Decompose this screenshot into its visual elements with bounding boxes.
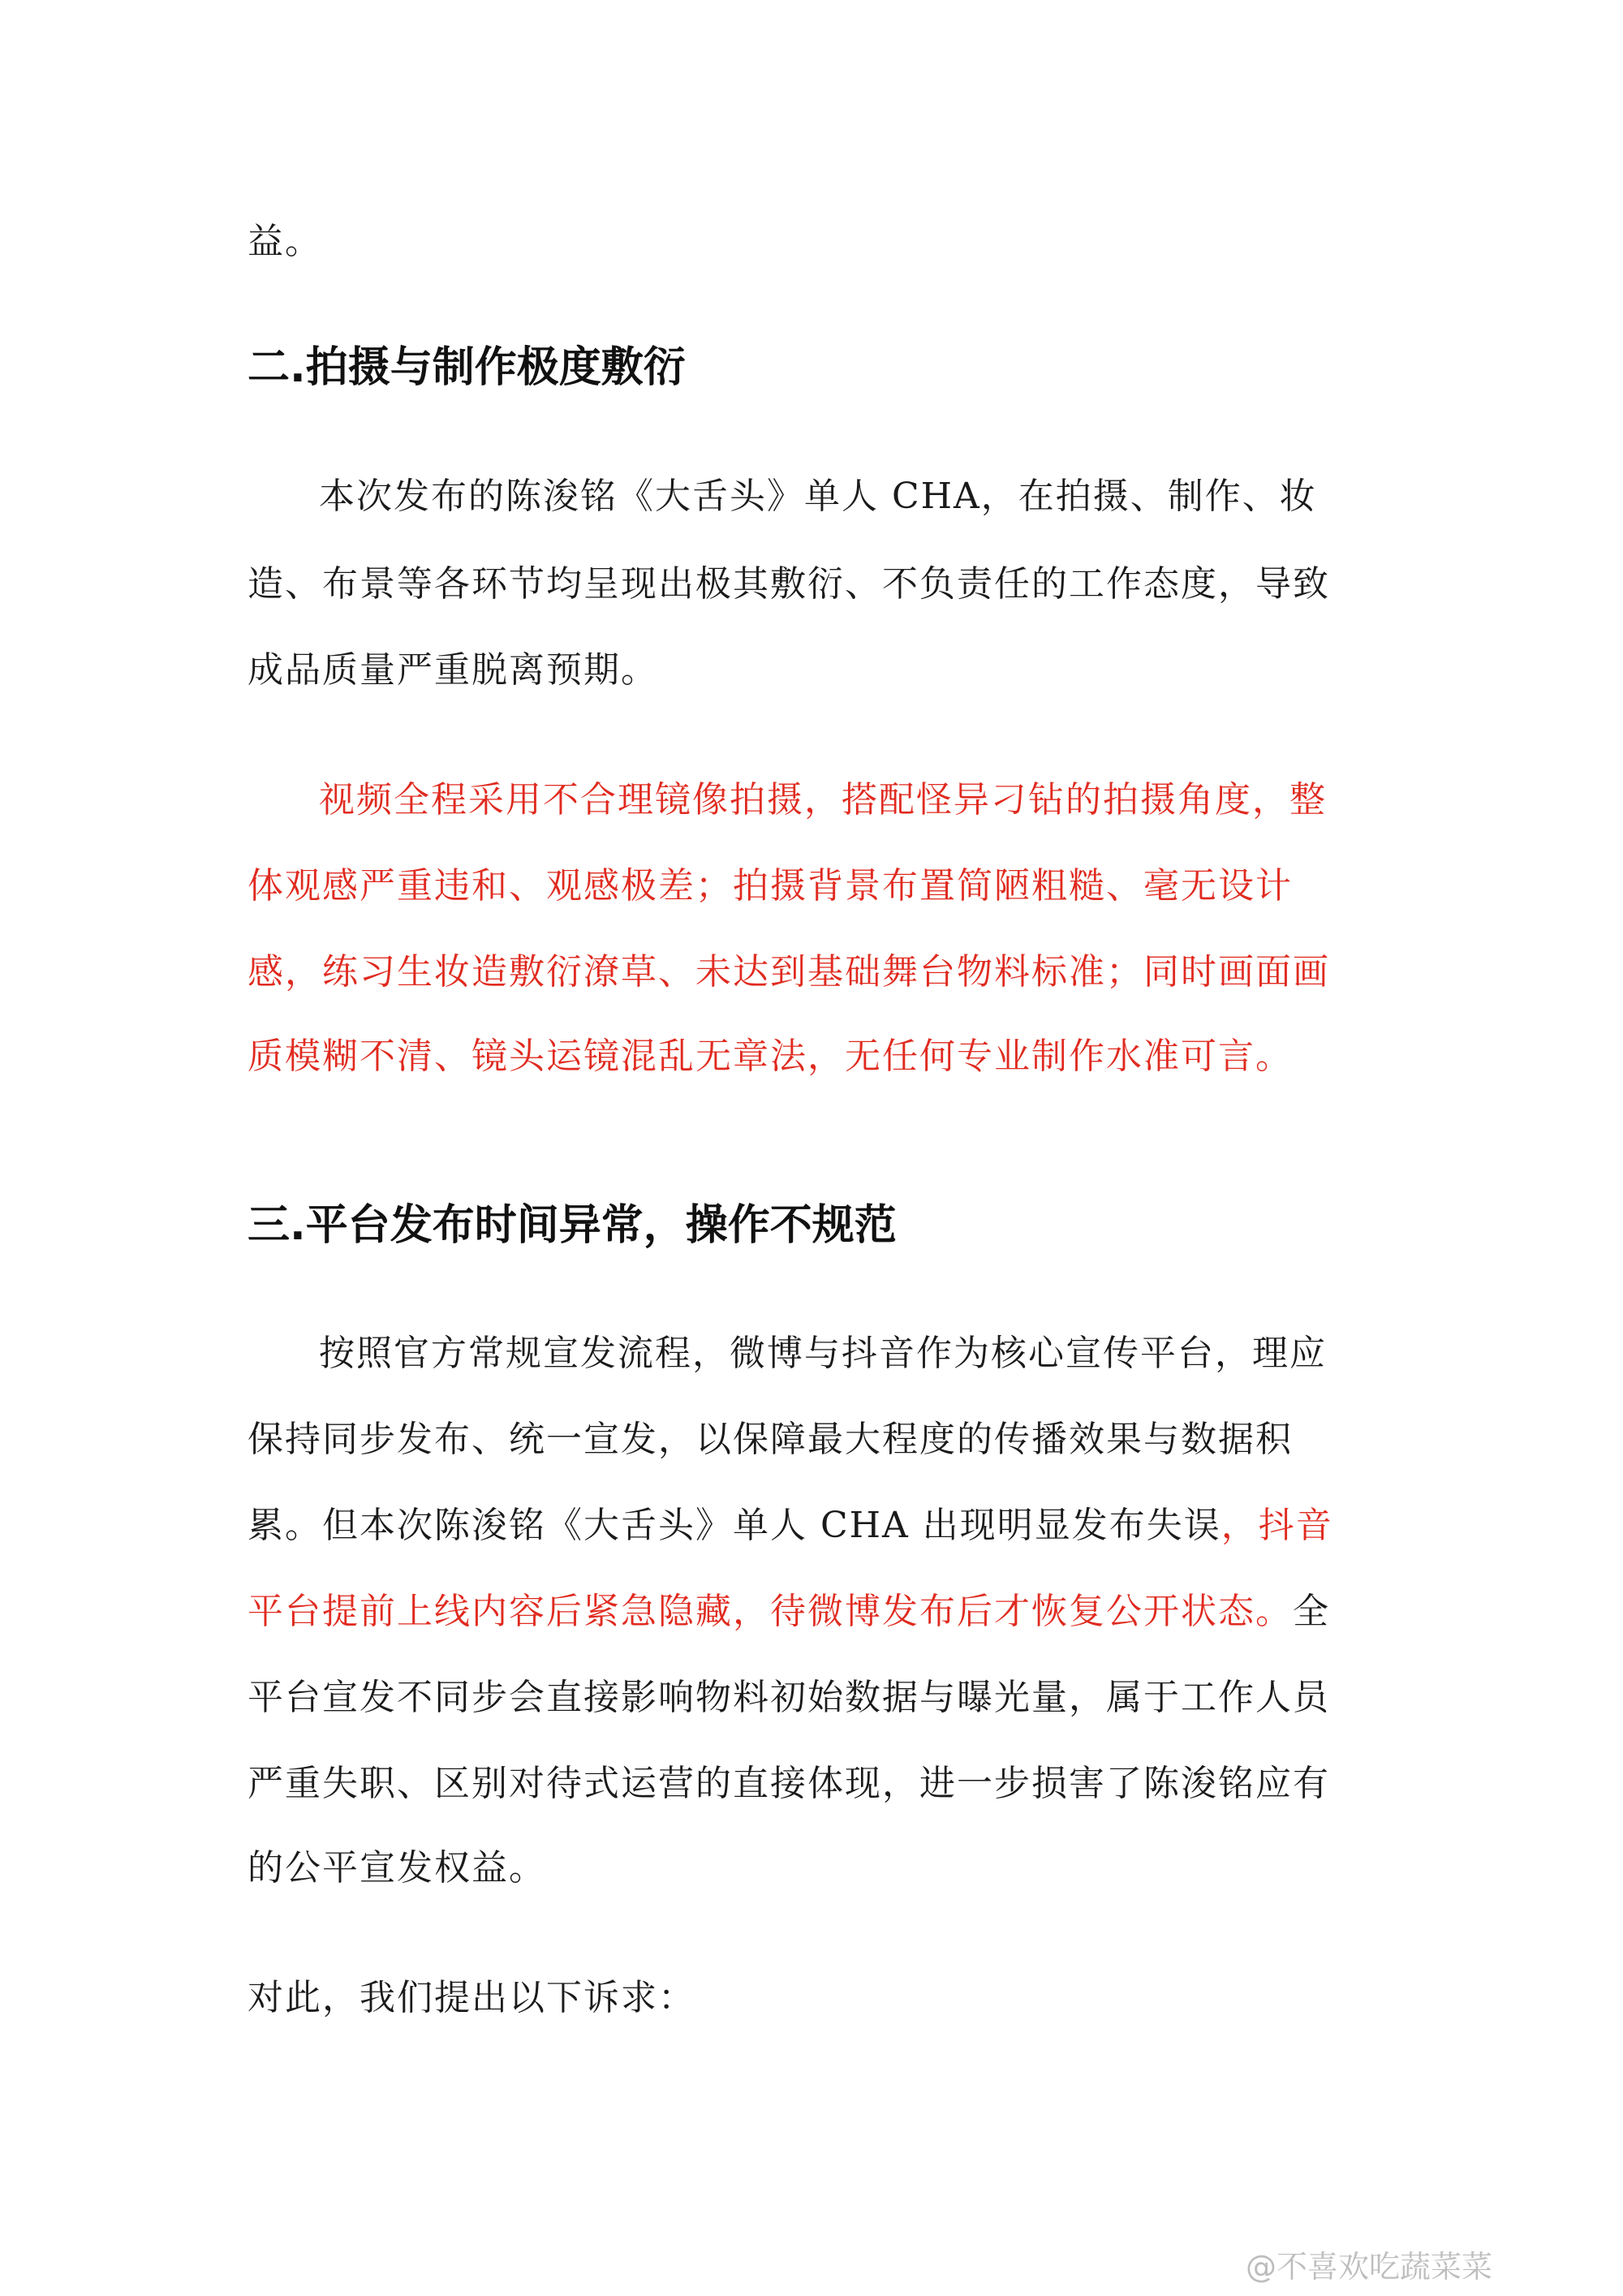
watermark: @不喜欢吃蔬菜菜 [1246,2249,1493,2285]
paragraph-line [248,1501,1333,1550]
highlight-text: ，抖音 [1220,1505,1333,1546]
paragraph-line: 造、布景等各环节均呈现出极其敷衍、不负责任的工作态度，导致 [248,563,1330,605]
paragraph-line: 视频全程采用不合理镜像拍摄，搭配怪异刁钻的拍摄角度，整 [319,779,1327,821]
paragraph-line: 严重失职、区别对待式运营的直接体现，进一步损害了陈浚铭应有 [248,1763,1330,1804]
paragraph-line: 保持同步发布、统一宣发，以保障最大程度的传播效果与数据积 [248,1419,1293,1460]
highlight-text: 平台提前上线内容后紧急隐藏，待微博发布后才恢复公开状态。 [248,1591,1293,1632]
paragraph-line: 质模糊不清、镜头运镜混乱无章法，无任何专业制作水准可言。 [248,1036,1293,1077]
paragraph-line: 成品质量严重脱离预期。 [248,649,658,691]
section2-heading: 二.拍摄与制作极度敷衍 [248,343,686,392]
section3-heading: 三.平台发布时间异常，操作不规范 [248,1201,897,1250]
paragraph-line: 本次发布的陈浚铭《大舌头》单人 CHA，在拍摄、制作、妆 [319,476,1317,517]
paragraph-line: 感，练习生妆造敷衍潦草、未达到基础舞台物料标准；同时画面画 [248,951,1330,993]
paragraph-line [248,1587,1330,1636]
paragraph-text: 累。但本次陈浚铭《大舌头》单人 CHA 出现明显发布失误 [248,1505,1221,1546]
paragraph-line: 按照官方常规宣发流程，微博与抖音作为核心宣传平台，理应 [319,1333,1327,1374]
closing-line: 对此，我们提出以下诉求： [248,1977,695,2018]
paragraph-line: 平台宣发不同步会直接影响物料初始数据与曝光量，属于工作人员 [248,1677,1330,1718]
paragraph-line: 的公平宣发权益。 [248,1847,546,1889]
intro-fragment: 益。 [248,221,322,262]
paragraph-line: 体观感严重违和、观感极差；拍摄背景布置简陋粗糙、毫无设计 [248,865,1293,907]
paragraph-text: 全 [1293,1591,1330,1632]
